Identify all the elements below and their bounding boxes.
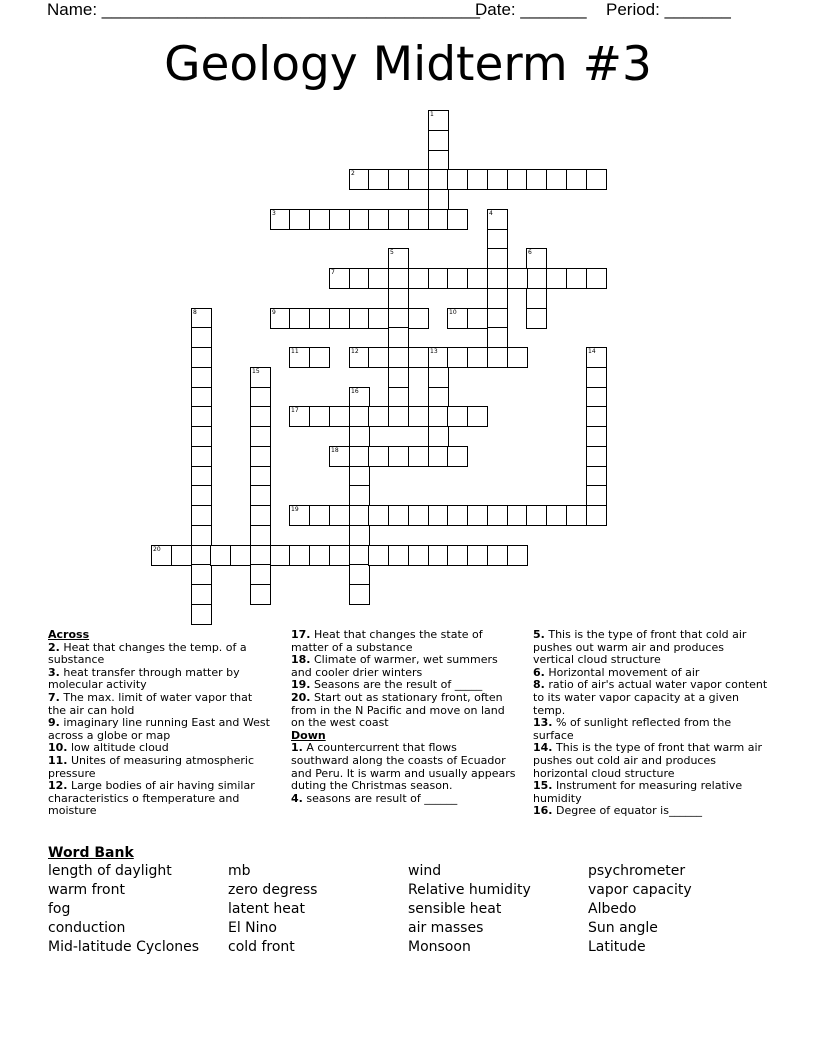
crossword-cell[interactable]	[270, 209, 291, 230]
crossword-cell[interactable]	[526, 505, 547, 526]
clue-across-3: 3. heat transfer through matter by molecular activity	[48, 665, 240, 692]
crossword-cell[interactable]	[487, 229, 508, 250]
crossword-cell[interactable]	[586, 268, 607, 289]
cell-number: 14	[588, 348, 596, 355]
crossword-cell[interactable]	[368, 169, 389, 190]
clue-down-13: 13. % of sunlight reflected from the surface	[533, 716, 732, 742]
crossword-cell[interactable]	[428, 347, 449, 368]
crossword-cell[interactable]	[428, 446, 449, 467]
crossword-cell[interactable]	[487, 288, 508, 309]
crossword-cell[interactable]	[349, 268, 370, 289]
crossword-cell[interactable]	[191, 426, 212, 447]
clue-across-20: 20. Start out as stationary front, often from in the N Pacific and move on land on the west coast	[291, 690, 505, 730]
crossword-cell[interactable]	[191, 308, 212, 329]
crossword-cell[interactable]	[329, 505, 350, 526]
crossword-cell[interactable]	[250, 485, 271, 506]
cell-number: 5	[390, 249, 394, 256]
crossword-cell[interactable]	[487, 248, 508, 269]
word-bank-item: wind	[408, 863, 442, 879]
crossword-cell[interactable]	[408, 268, 429, 289]
crossword-cell[interactable]	[487, 169, 508, 190]
crossword-cell[interactable]	[151, 545, 172, 566]
crossword-cell[interactable]	[191, 505, 212, 526]
cell-number: 2	[351, 170, 355, 177]
crossword-cell[interactable]	[250, 564, 271, 585]
crossword-cell[interactable]	[349, 564, 370, 585]
clue-down-1: 1. A countercurrent that flows southward along the coasts of Ecuador and Peru. It is warm and usually appears duting the Christmas season.	[291, 741, 516, 793]
crossword-cell[interactable]	[447, 446, 468, 467]
crossword-cell[interactable]	[388, 248, 409, 269]
crossword-cell[interactable]	[289, 209, 310, 230]
crossword-cell[interactable]	[289, 505, 310, 526]
period-line[interactable]: Period: _______	[606, 0, 731, 19]
crossword-cell[interactable]	[329, 308, 350, 329]
crossword-cell[interactable]	[487, 327, 508, 348]
crossword-cell[interactable]	[507, 347, 528, 368]
crossword-cell[interactable]	[191, 545, 212, 566]
crossword-cell[interactable]	[230, 545, 251, 566]
crossword-cell[interactable]	[388, 505, 409, 526]
crossword-cell[interactable]	[507, 505, 528, 526]
crossword-cell[interactable]	[586, 466, 607, 487]
name-line[interactable]: Name: ________________________________________	[47, 0, 480, 19]
word-bank-item: air masses	[408, 920, 484, 936]
crossword-cell[interactable]	[368, 446, 389, 467]
crossword-cell[interactable]	[289, 347, 310, 368]
clue-down-15: 15. Instrument for measuring relative humidity	[533, 779, 743, 805]
crossword-cell[interactable]	[428, 189, 449, 210]
crossword-cell[interactable]	[309, 347, 330, 368]
clue-down-14: 14. This is the type of front that warm air pushes out cold air and produces horizontal cloud structure	[533, 741, 763, 780]
crossword-cell[interactable]	[191, 466, 212, 487]
crossword-cell[interactable]	[309, 308, 330, 329]
word-bank-item: sensible heat	[408, 901, 502, 917]
crossword-cell[interactable]	[250, 426, 271, 447]
crossword-cell[interactable]	[546, 169, 567, 190]
crossword-cell[interactable]	[349, 426, 370, 447]
crossword-cell[interactable]	[586, 485, 607, 506]
crossword-cell[interactable]	[250, 387, 271, 408]
word-bank-item: vapor capacity	[588, 882, 692, 898]
crossword-cell[interactable]	[408, 347, 429, 368]
crossword-cell[interactable]	[526, 288, 547, 309]
crossword-cell[interactable]	[250, 406, 271, 427]
clue-down-5: 5. This is the type of front that cold air pushes out warm air and produces vertical cloud structure	[533, 628, 747, 667]
crossword-cell[interactable]	[586, 505, 607, 526]
crossword-cell[interactable]	[408, 446, 429, 467]
crossword-cell[interactable]	[566, 505, 587, 526]
crossword-cell[interactable]	[349, 308, 370, 329]
cell-number: 17	[291, 407, 299, 414]
crossword-cell[interactable]	[388, 545, 409, 566]
crossword-cell[interactable]	[349, 466, 370, 487]
crossword-cell[interactable]	[388, 347, 409, 368]
word-bank-item: Latitude	[588, 939, 646, 955]
date-line[interactable]: Date: _______	[475, 0, 587, 19]
crossword-cell[interactable]	[408, 308, 429, 329]
crossword-cell[interactable]	[467, 169, 488, 190]
word-bank-item: Monsoon	[408, 939, 471, 955]
crossword-cell[interactable]	[428, 505, 449, 526]
clue-across-18: 18. Climate of warmer, wet summers and cooler drier winters	[291, 653, 498, 679]
crossword-cell[interactable]	[586, 347, 607, 368]
word-bank-title: Word Bank	[48, 845, 134, 861]
word-bank-item: Sun angle	[588, 920, 658, 936]
crossword-cell[interactable]	[526, 169, 547, 190]
crossword-cell[interactable]	[329, 446, 350, 467]
crossword-cell[interactable]	[408, 209, 429, 230]
cell-number: 10	[449, 309, 457, 316]
clue-down-4: 4. seasons are result of ______	[291, 791, 458, 805]
crossword-cell[interactable]	[428, 406, 449, 427]
crossword-cell[interactable]	[289, 308, 310, 329]
header	[47, 0, 747, 20]
word-bank-item: length of daylight	[48, 863, 172, 879]
word-bank-item: Albedo	[588, 901, 637, 917]
crossword-cell[interactable]	[171, 545, 192, 566]
crossword-cell[interactable]	[349, 446, 370, 467]
crossword-cell[interactable]	[191, 327, 212, 348]
crossword-cell[interactable]	[349, 545, 370, 566]
crossword-cell[interactable]	[487, 268, 508, 289]
crossword-cell[interactable]	[191, 485, 212, 506]
crossword-cell[interactable]	[388, 308, 409, 329]
clue-across-17: 17. Heat that changes the state of matter of a substance	[291, 628, 483, 654]
crossword-cell[interactable]	[309, 545, 330, 566]
crossword-cell[interactable]	[368, 406, 389, 427]
crossword-cell[interactable]	[388, 169, 409, 190]
crossword-cell[interactable]	[289, 406, 310, 427]
crossword-cell[interactable]	[467, 545, 488, 566]
crossword-cell[interactable]	[447, 505, 468, 526]
crossword-cell[interactable]	[467, 268, 488, 289]
crossword-cell[interactable]	[388, 367, 409, 388]
crossword-cell[interactable]	[349, 505, 370, 526]
crossword-cell[interactable]	[586, 406, 607, 427]
crossword-cell[interactable]	[566, 268, 587, 289]
crossword-cell[interactable]	[428, 130, 449, 151]
crossword-cell[interactable]	[368, 545, 389, 566]
crossword-cell[interactable]	[586, 387, 607, 408]
crossword-cell[interactable]	[526, 308, 547, 329]
crossword-cell[interactable]	[467, 406, 488, 427]
cell-number: 20	[153, 546, 161, 553]
cell-number: 7	[331, 269, 335, 276]
cell-number: 19	[291, 506, 299, 513]
crossword-cell[interactable]	[447, 406, 468, 427]
crossword-cell[interactable]	[408, 545, 429, 566]
word-bank-item: latent heat	[228, 901, 305, 917]
crossword-cell[interactable]	[526, 248, 547, 269]
crossword-cell[interactable]	[487, 209, 508, 230]
crossword-cell[interactable]	[428, 110, 449, 131]
crossword-cell[interactable]	[191, 367, 212, 388]
crossword-cell[interactable]	[191, 347, 212, 368]
crossword-cell[interactable]	[467, 308, 488, 329]
crossword-cell[interactable]	[250, 446, 271, 467]
crossword-cell[interactable]	[388, 387, 409, 408]
cell-number: 4	[489, 210, 493, 217]
crossword-cell[interactable]	[191, 564, 212, 585]
crossword-cell[interactable]	[309, 505, 330, 526]
crossword-cell[interactable]	[388, 446, 409, 467]
crossword-cell[interactable]	[388, 288, 409, 309]
crossword-cell[interactable]	[250, 545, 271, 566]
cell-number: 6	[528, 249, 532, 256]
crossword-cell[interactable]	[191, 406, 212, 427]
word-bank-item: cold front	[228, 939, 295, 955]
page-title: Geology Midterm #3	[164, 37, 652, 92]
crossword-cell[interactable]	[546, 268, 567, 289]
crossword-cell[interactable]	[428, 150, 449, 171]
word-bank-item: Relative humidity	[408, 882, 531, 898]
crossword-cell[interactable]	[586, 446, 607, 467]
word-bank-item: zero degress	[228, 882, 318, 898]
crossword-cell[interactable]	[487, 308, 508, 329]
crossword-cell[interactable]	[349, 525, 370, 546]
crossword-cell[interactable]	[487, 545, 508, 566]
crossword-cell[interactable]	[408, 505, 429, 526]
crossword-cell[interactable]	[329, 268, 350, 289]
crossword-cell[interactable]	[191, 604, 212, 625]
crossword-cell[interactable]	[408, 406, 429, 427]
crossword-cell[interactable]	[191, 387, 212, 408]
crossword-cell[interactable]	[368, 308, 389, 329]
crossword-cell[interactable]	[388, 209, 409, 230]
crossword-cell[interactable]	[467, 347, 488, 368]
crossword-cell[interactable]	[329, 545, 350, 566]
clues-column-3	[533, 629, 768, 818]
crossword-cell[interactable]	[191, 525, 212, 546]
crossword-cell[interactable]	[349, 406, 370, 427]
crossword-cell[interactable]	[270, 308, 291, 329]
crossword-cell[interactable]	[388, 327, 409, 348]
crossword-cell[interactable]	[250, 466, 271, 487]
cell-number: 8	[193, 309, 197, 316]
clue-across-12: 12. Large bodies of air having similar characteristics o ftemperature and moisture	[48, 779, 255, 818]
crossword-cell[interactable]	[210, 545, 231, 566]
cell-number: 3	[272, 210, 276, 217]
crossword-cell[interactable]	[447, 169, 468, 190]
crossword-cell[interactable]	[428, 426, 449, 447]
word-bank-item: psychrometer	[588, 863, 686, 879]
crossword-cell[interactable]	[368, 209, 389, 230]
crossword-cell[interactable]	[507, 545, 528, 566]
crossword-cell[interactable]	[507, 169, 528, 190]
crossword-cell[interactable]	[447, 545, 468, 566]
crossword-cell[interactable]	[349, 347, 370, 368]
crossword-cell[interactable]	[586, 367, 607, 388]
crossword-cell[interactable]	[388, 406, 409, 427]
crossword-cell[interactable]	[586, 169, 607, 190]
cell-number: 16	[351, 388, 359, 395]
crossword-cell[interactable]	[487, 347, 508, 368]
cell-number: 13	[430, 348, 438, 355]
crossword-cell[interactable]	[349, 209, 370, 230]
crossword-cell[interactable]	[467, 505, 488, 526]
crossword-cell[interactable]	[507, 268, 528, 289]
crossword-cell[interactable]	[309, 209, 330, 230]
crossword-cell[interactable]	[270, 545, 291, 566]
crossword-cell[interactable]	[250, 367, 271, 388]
word-bank-item: mb	[228, 863, 251, 879]
crossword-cell[interactable]	[329, 406, 350, 427]
crossword-cell[interactable]	[586, 426, 607, 447]
clue-across-7: 7. The max. limit of water vapor that the air can hold	[48, 690, 253, 717]
crossword-cell[interactable]	[191, 446, 212, 467]
clue-across-11: 11. Unites of measuring atmospheric pressure	[48, 753, 255, 780]
crossword-cell[interactable]	[191, 584, 212, 605]
across-heading: Across	[48, 628, 90, 641]
clue-down-8: 8. ratio of air's actual water vapor content to its water vapor capacity at a given temp.	[533, 678, 768, 717]
crossword-cell[interactable]	[447, 347, 468, 368]
crossword-cell[interactable]	[428, 387, 449, 408]
cell-number: 9	[272, 309, 276, 316]
crossword-cell[interactable]	[447, 308, 468, 329]
crossword-cell[interactable]	[250, 525, 271, 546]
clues-column-1	[48, 629, 273, 818]
crossword-cell[interactable]	[349, 169, 370, 190]
crossword-cell[interactable]	[428, 268, 449, 289]
clue-across-9: 9. imaginary line running East and West across a globe or map	[48, 716, 270, 742]
cell-number: 15	[252, 368, 260, 375]
crossword-cell[interactable]	[388, 268, 409, 289]
crossword-cell[interactable]	[546, 505, 567, 526]
clue-down-16: 16. Degree of equator is______	[533, 804, 702, 818]
crossword-cell[interactable]	[428, 169, 449, 190]
crossword-cell[interactable]	[428, 545, 449, 566]
crossword-cell[interactable]	[289, 545, 310, 566]
word-bank-item: warm front	[48, 882, 125, 898]
crossword-cell[interactable]	[487, 505, 508, 526]
down-heading: Down	[291, 728, 326, 742]
crossword-cell[interactable]	[428, 209, 449, 230]
clues-column-2	[291, 629, 516, 805]
crossword-cell[interactable]	[408, 169, 429, 190]
clue-across-2: 2. Heat that changes the temp. of a substance	[48, 640, 247, 667]
crossword-cell[interactable]	[447, 209, 468, 230]
word-bank-item: conduction	[48, 920, 126, 936]
crossword-cell[interactable]	[526, 268, 547, 289]
clue-across-10: 10. low altitude cloud	[48, 741, 169, 755]
crossword-cell[interactable]	[428, 367, 449, 388]
cell-number: 18	[331, 447, 339, 454]
clue-down-6: 6. Horizontal movement of air	[533, 665, 700, 679]
crossword-cell[interactable]	[447, 268, 468, 289]
crossword-cell[interactable]	[349, 485, 370, 506]
word-bank-item: fog	[48, 901, 71, 917]
cell-number: 12	[351, 348, 359, 355]
crossword-cell[interactable]	[309, 406, 330, 427]
word-bank-item: El Nino	[228, 920, 277, 936]
crossword-cell[interactable]	[329, 209, 350, 230]
crossword-cell[interactable]	[250, 584, 271, 605]
crossword-cell[interactable]	[368, 505, 389, 526]
crossword-cell[interactable]	[566, 169, 587, 190]
crossword-cell[interactable]	[368, 268, 389, 289]
cell-number: 11	[291, 348, 299, 355]
clue-across-19: 19. Seasons are the result of _____	[291, 678, 483, 692]
crossword-cell[interactable]	[349, 387, 370, 408]
word-bank-item: Mid-latitude Cyclones	[48, 939, 200, 955]
cell-number: 1	[430, 111, 434, 118]
crossword-cell[interactable]	[250, 505, 271, 526]
crossword-cell[interactable]	[368, 347, 389, 368]
crossword-cell[interactable]	[349, 584, 370, 605]
